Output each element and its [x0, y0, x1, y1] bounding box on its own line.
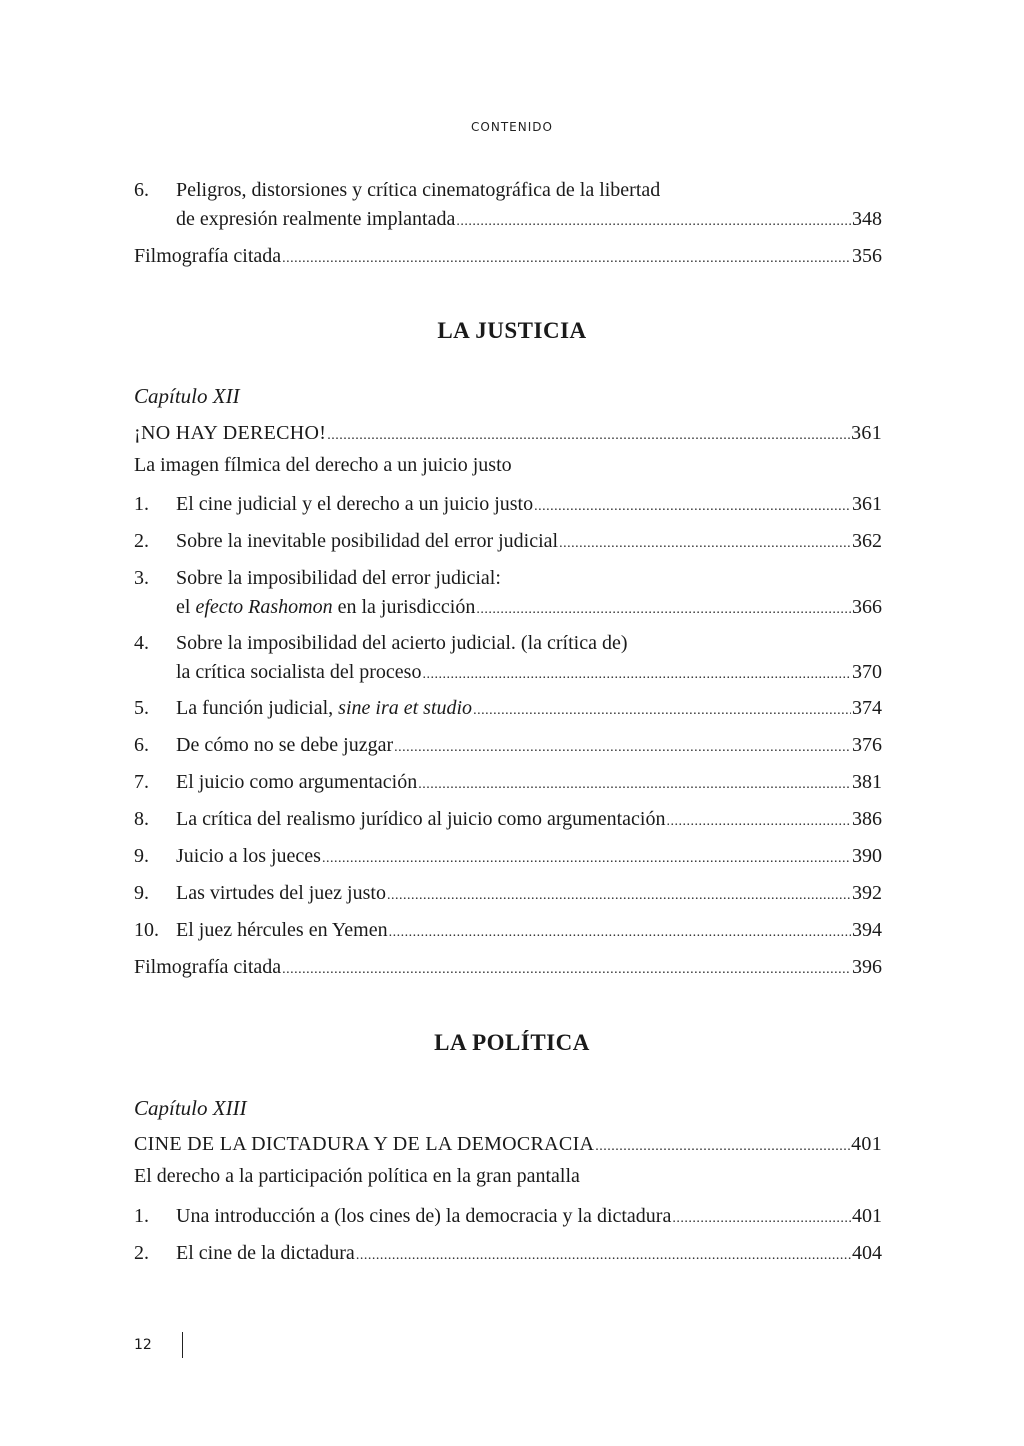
dot-leader: [672, 1204, 851, 1233]
entry-page: 362: [852, 530, 882, 552]
entry-title: Juicio a los jueces: [176, 845, 321, 867]
toc-entry: [134, 629, 882, 689]
entry-number: 2.: [134, 530, 149, 552]
entry-title: Una introducción a (los cines de) la democracia y la dictadura: [176, 1205, 672, 1227]
dot-leader: [534, 492, 851, 521]
entry-title: Peligros, distorsiones y crítica cinematográfica de la libertad: [176, 179, 661, 201]
entry-page: 392: [852, 882, 882, 904]
entry-title: Sobre la imposibilidad del acierto judicial. (la crítica de): [176, 632, 628, 654]
entry-text: en la jurisdicción: [332, 596, 476, 618]
entry-title-cont: la crítica socialista del proceso: [176, 661, 422, 683]
toc-entry: [134, 1202, 882, 1233]
toc-entry: [134, 1239, 882, 1270]
dot-leader: [356, 1241, 851, 1270]
entry-number: 9.: [134, 882, 149, 904]
running-head: CONTENIDO: [471, 120, 553, 134]
entry-page: 386: [852, 808, 882, 830]
toc-entry: [134, 490, 882, 521]
entry-title: El cine judicial y el derecho a un juicio justo: [176, 493, 534, 515]
toc-entry: [134, 731, 882, 762]
entry-title: Sobre la imposibilidad del error judicial:: [176, 567, 501, 589]
entry-text: La función judicial,: [176, 697, 339, 719]
dot-leader: [666, 807, 851, 836]
entry-page: 361: [851, 422, 882, 444]
entry-number: 1.: [134, 1205, 149, 1227]
entry-number: 2.: [134, 1242, 149, 1264]
dot-leader: [322, 844, 851, 873]
toc-entry-filmografia: [134, 242, 882, 273]
dot-leader: [418, 770, 851, 799]
entry-text-italic: efecto Rashomon: [195, 596, 333, 618]
entry-title: Sobre la inevitable posibilidad del error judicial: [176, 530, 559, 552]
chapter-label: Capítulo XIII: [134, 1096, 247, 1120]
dot-leader: [422, 660, 851, 689]
entry-page: 376: [852, 734, 882, 756]
chapter-title-entry: [134, 419, 882, 450]
toc-entry: [134, 805, 882, 836]
dot-leader: [473, 696, 851, 725]
entry-title: De cómo no se debe juzgar: [176, 734, 394, 756]
entry-page: 381: [852, 771, 882, 793]
entry-text-italic: sine ira et studio: [338, 697, 473, 719]
entry-page: 401: [852, 1205, 882, 1227]
entry-page: 394: [852, 919, 882, 941]
entry-title: Filmografía citada: [134, 245, 282, 267]
toc-entry: [134, 564, 882, 624]
toc-entry: [134, 527, 882, 558]
entry-title-cont: [176, 593, 475, 622]
dot-leader: [327, 421, 850, 450]
entry-page: 366: [852, 596, 882, 618]
chapter-title-entry: [134, 1130, 882, 1161]
toc-entry: [134, 694, 882, 725]
folio-divider: [182, 1332, 183, 1358]
chapter-label: Capítulo XII: [134, 384, 240, 408]
entry-number: 6.: [134, 179, 149, 201]
entry-page: 361: [852, 493, 882, 515]
dot-leader: [476, 595, 851, 624]
entry-number: 1.: [134, 493, 149, 515]
dot-leader: [456, 207, 851, 236]
entry-title: Filmografía citada: [134, 956, 282, 978]
dot-leader: [389, 918, 851, 947]
entry-title: El juez hércules en Yemen: [176, 919, 388, 941]
entry-title: [176, 694, 472, 723]
dot-leader: [394, 733, 851, 762]
toc-entry: [134, 176, 882, 236]
entry-title-cont: de expresión realmente implantada: [176, 208, 456, 230]
toc-entry: [134, 768, 882, 799]
chapter-title: CINE DE LA DICTADURA Y DE LA DEMOCRACIA: [134, 1133, 595, 1155]
entry-page: 390: [852, 845, 882, 867]
entry-number: 10.: [134, 919, 159, 941]
entry-title: El cine de la dictadura: [176, 1242, 355, 1264]
dot-leader: [387, 881, 851, 910]
entry-text: el: [176, 596, 196, 618]
dot-leader: [282, 955, 851, 984]
entry-number: 7.: [134, 771, 149, 793]
entry-page: 404: [852, 1242, 882, 1264]
toc-entry: [134, 916, 882, 947]
dot-leader: [595, 1132, 850, 1161]
entry-title: La crítica del realismo jurídico al juicio como argumentación: [176, 808, 666, 830]
chapter-subtitle: La imagen fílmica del derecho a un juicio justo: [134, 454, 512, 476]
section-title-politica: LA POLÍTICA: [434, 1030, 590, 1055]
section-title-justicia: LA JUSTICIA: [437, 318, 587, 343]
chapter-subtitle: El derecho a la participación política en la gran pantalla: [134, 1165, 580, 1187]
page-number: 12: [134, 1337, 152, 1353]
toc-entry-filmografia: [134, 953, 882, 984]
entry-page: 370: [852, 661, 882, 683]
entry-number: 8.: [134, 808, 149, 830]
entry-number: 5.: [134, 697, 149, 719]
entry-page: 374: [852, 697, 882, 719]
entry-number: 6.: [134, 734, 149, 756]
dot-leader: [559, 529, 851, 558]
entry-page: 348: [852, 208, 882, 230]
entry-title: El juicio como argumentación: [176, 771, 418, 793]
dot-leader: [282, 244, 851, 273]
entry-page: 356: [852, 245, 882, 267]
entry-number: 3.: [134, 567, 149, 589]
toc-entry: [134, 842, 882, 873]
entry-page: 396: [852, 956, 882, 978]
entry-number: 9.: [134, 845, 149, 867]
entry-number: 4.: [134, 632, 149, 654]
entry-title: Las virtudes del juez justo: [176, 882, 386, 904]
toc-entry: [134, 879, 882, 910]
chapter-title: ¡NO HAY DERECHO!: [134, 422, 327, 444]
entry-page: 401: [851, 1133, 882, 1155]
